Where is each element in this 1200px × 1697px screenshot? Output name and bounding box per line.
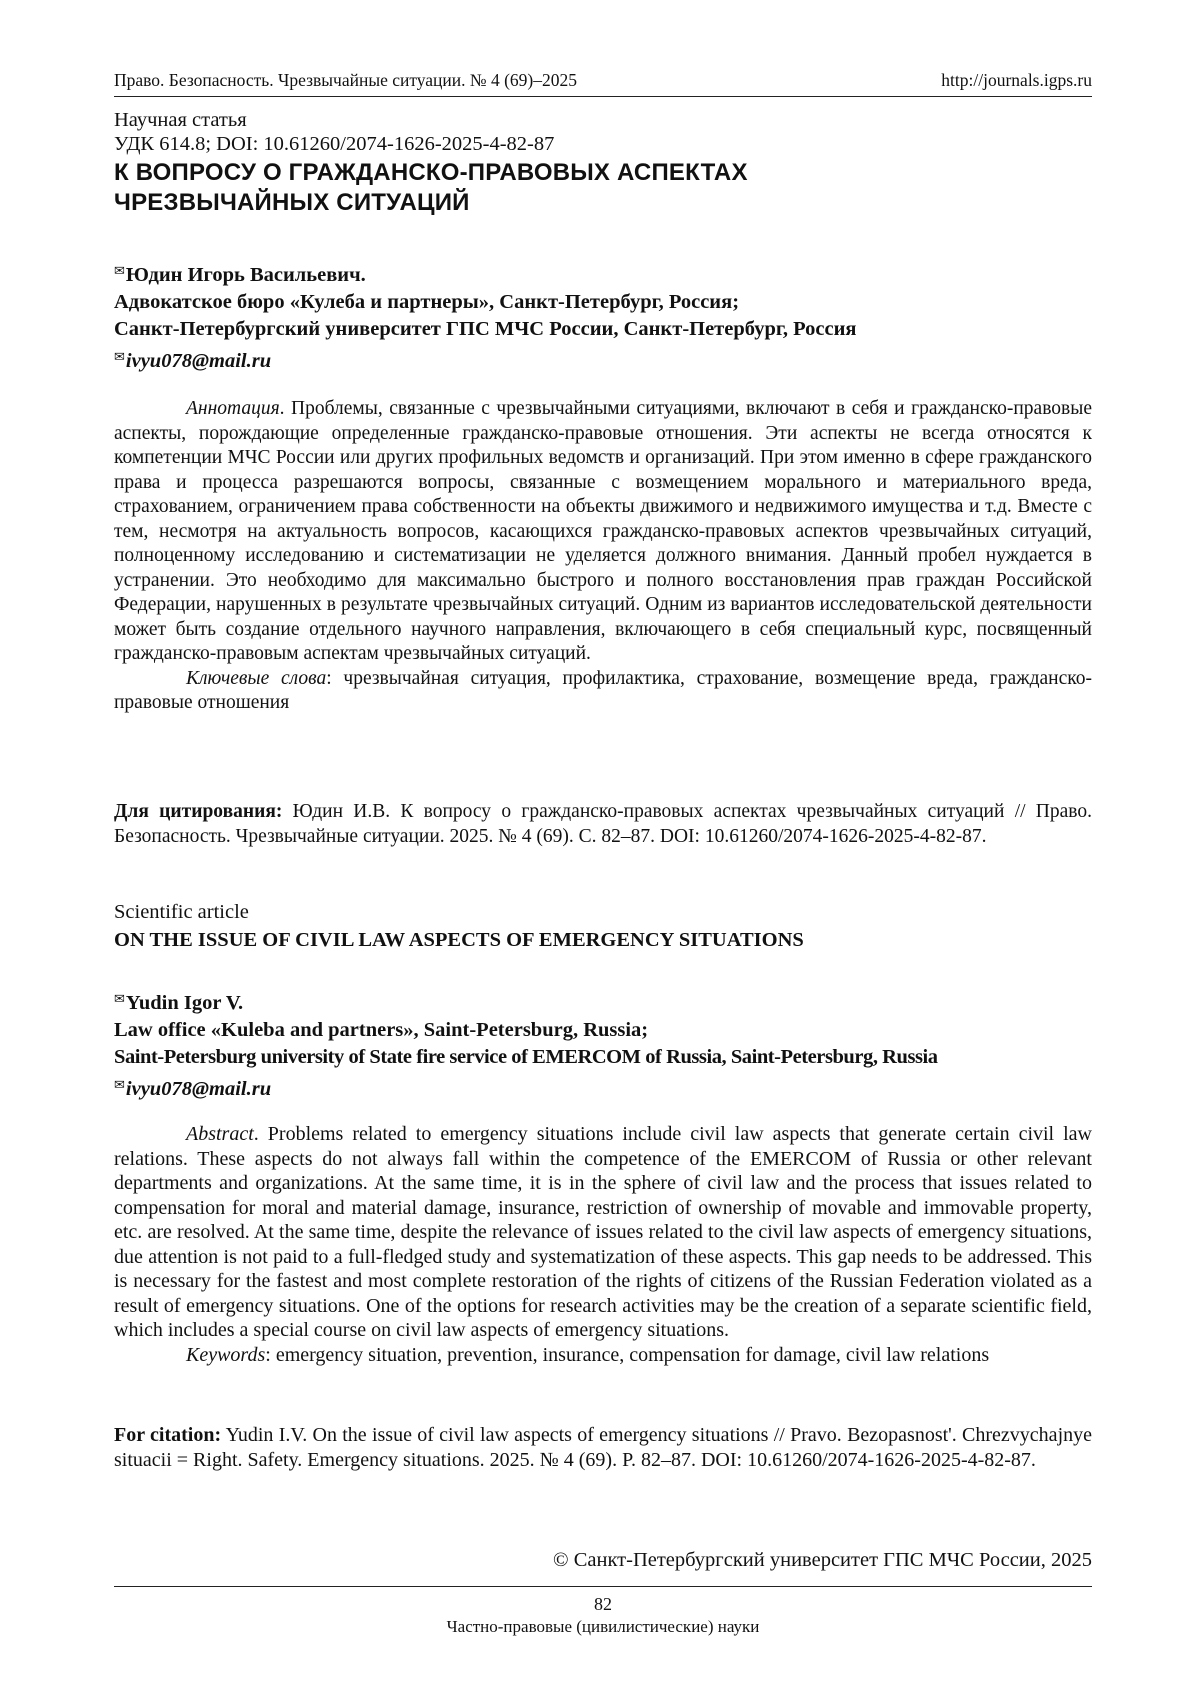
ru-keywords-label: Ключевые слова <box>186 667 327 689</box>
ru-title-line2: ЧРЕЗВЫЧАЙНЫХ СИТУАЦИЙ <box>114 189 470 216</box>
ru-keywords <box>114 667 1092 716</box>
ru-citation-block <box>114 800 1092 849</box>
footer-section: Частно-правовые (цивилистические) науки <box>446 1617 760 1636</box>
en-author-block <box>114 985 1092 1103</box>
ru-affiliation-1: Адвокатское бюро «Кулеба и партнеры», Санкт-Петербург, Россия; <box>114 291 740 313</box>
en-keywords-label: Keywords <box>186 1343 266 1366</box>
journal-url[interactable]: http://journals.igps.ru <box>941 70 1092 90</box>
en-citation <box>114 1423 1092 1472</box>
envelope-icon: ✉ <box>114 991 125 1006</box>
ru-citation-text: Юдин И.В. К вопросу о гражданско-правовых аспектах чрезвычайных ситуаций // Право. Безопасность. Чрезвычайные ситуации. 2025. № 4 (69). С. 82–87. DOI: 10.61260/2074-1626-2025-4-82-87. <box>114 801 1092 847</box>
ru-citation-label: Для цитирования: <box>114 801 283 822</box>
envelope-icon: ✉ <box>114 263 125 278</box>
copyright-notice: © Санкт-Петербургский университет ГПС МЧС России, 2025 <box>553 1549 1092 1571</box>
en-article-type: Scientific article <box>114 901 249 923</box>
ru-abstract <box>114 397 1092 667</box>
en-keywords-text: : emergency situation, prevention, insurance, compensation for damage, civil law relations <box>265 1343 990 1366</box>
en-heading-block <box>114 900 1092 952</box>
running-header <box>114 70 1092 97</box>
footer-divider <box>114 1586 1092 1587</box>
ru-article-type: Научная статья <box>114 109 247 131</box>
en-citation-block <box>114 1423 1092 1472</box>
en-citation-text: Yudin I.V. On the issue of civil law aspects of emergency situations // Pravo. Bezopasnost'. Chrezvychajnye situacii = Right. Safety. Emergency situations. 2025. № 4 (69). P. 82–87. DOI: 10.61260/2074-1626-2025-4-82-87. <box>114 1424 1092 1471</box>
en-abstract-label: Abstract <box>186 1123 254 1145</box>
journal-name: Право. Безопасность. Чрезвычайные ситуации. № 4 (69)–2025 <box>114 70 578 90</box>
en-author-name: Yudin Igor V. <box>125 992 244 1014</box>
en-abstract-block <box>114 1122 1092 1367</box>
ru-keywords-text: : чрезвычайная ситуация, профилактика, страхование, возмещение вреда, гражданско-правовые отношения <box>114 667 1092 713</box>
ru-udc-doi: УДК 614.8; DOI: 10.61260/2074-1626-2025-4-82-87 <box>114 133 555 155</box>
ru-author-block <box>114 257 1092 375</box>
page-number: 82 <box>594 1594 612 1614</box>
envelope-icon: ✉ <box>114 349 125 364</box>
ru-abstract-block <box>114 397 1092 716</box>
ru-author-name: Юдин Игорь Васильевич. <box>125 264 366 286</box>
en-abstract <box>114 1122 1092 1343</box>
ru-abstract-text: . Проблемы, связанные с чрезвычайными ситуациями, включают в себя и гражданско-правовые аспекты, порождающие определенные гражданско-правовые отношения. Эти аспекты не всегда относятся к компетенции МЧС России или других профильных ведомств и организаций. При этом именно в сфере гражданского права и процесса разрешаются вопросы, связанные с возмещением морального и материального вреда, страхованием, ограничением права собственности на объекты движимого и недвижимого имущества и т.д. Вместе с тем, несмотря на актуальность вопросов, касающихся гражданско-правовых аспектов чрезвычайных ситуаций, полноценному исследованию и систематизации не уделяется должного внимания. Данный пробел нуждается в устранении. Это необходимо для максимально быстрого и полного восстановления прав граждан Российской Федерации, нарушенных в результате чрезвычайных ситуаций. Одним из вариантов исследовательской деятельности может быть создание отдельного научного направления, включающего в себя специальный курс, посвященный гражданско-правовым аспектам чрезвычайных ситуаций. <box>114 398 1092 664</box>
copyright-block <box>114 1548 1092 1572</box>
en-keywords <box>114 1343 1092 1368</box>
en-title: ON THE ISSUE OF CIVIL LAW ASPECTS OF EMERGENCY SITUATIONS <box>114 929 804 951</box>
ru-citation <box>114 800 1092 849</box>
en-email[interactable]: ivyu078@mail.ru <box>125 1078 272 1100</box>
en-citation-label: For citation: <box>114 1424 222 1446</box>
envelope-icon: ✉ <box>114 1077 125 1092</box>
ru-heading-block <box>114 108 1092 218</box>
ru-title-line1: К ВОПРОСУ О ГРАЖДАНСКО-ПРАВОВЫХ АСПЕКТАХ <box>114 159 748 186</box>
en-affiliation-1: Law office «Kuleba and partners», Saint-Petersburg, Russia; <box>114 1019 649 1041</box>
ru-abstract-label: Аннотация <box>186 398 280 419</box>
en-abstract-text: . Problems related to emergency situations include civil law aspects that generate certain civil law relations. These aspects do not always fall within the competence of the EMERCOM of Russia or other relevant departments and organizations. At the same time, it is in the sphere of civil law and the process that issues related to compensation for moral and material damage, insurance, restriction of ownership of movable and immovable property, etc. are resolved. At the same time, despite the relevance of issues related to the civil law aspects of emergency situations, due attention is not paid to a full-fledged study and systematization of these aspects. This gap needs to be addressed. This is necessary for the fastest and most complete restoration of the rights of citizens of the Russian Federation violated as a result of emergency situations. One of the options for research activities may be the creation of a separate scientific field, which includes a special course on civil law aspects of emergency situations. <box>114 1123 1092 1341</box>
en-affiliation-2: Saint-Petersburg university of State fire service of EMERCOM of Russia, Saint-Petersburg, Russia <box>114 1046 938 1068</box>
ru-email[interactable]: ivyu078@mail.ru <box>125 350 272 372</box>
page-footer <box>114 1592 1092 1638</box>
ru-affiliation-2: Санкт-Петербургский университет ГПС МЧС России, Санкт-Петербург, Россия <box>114 318 857 340</box>
